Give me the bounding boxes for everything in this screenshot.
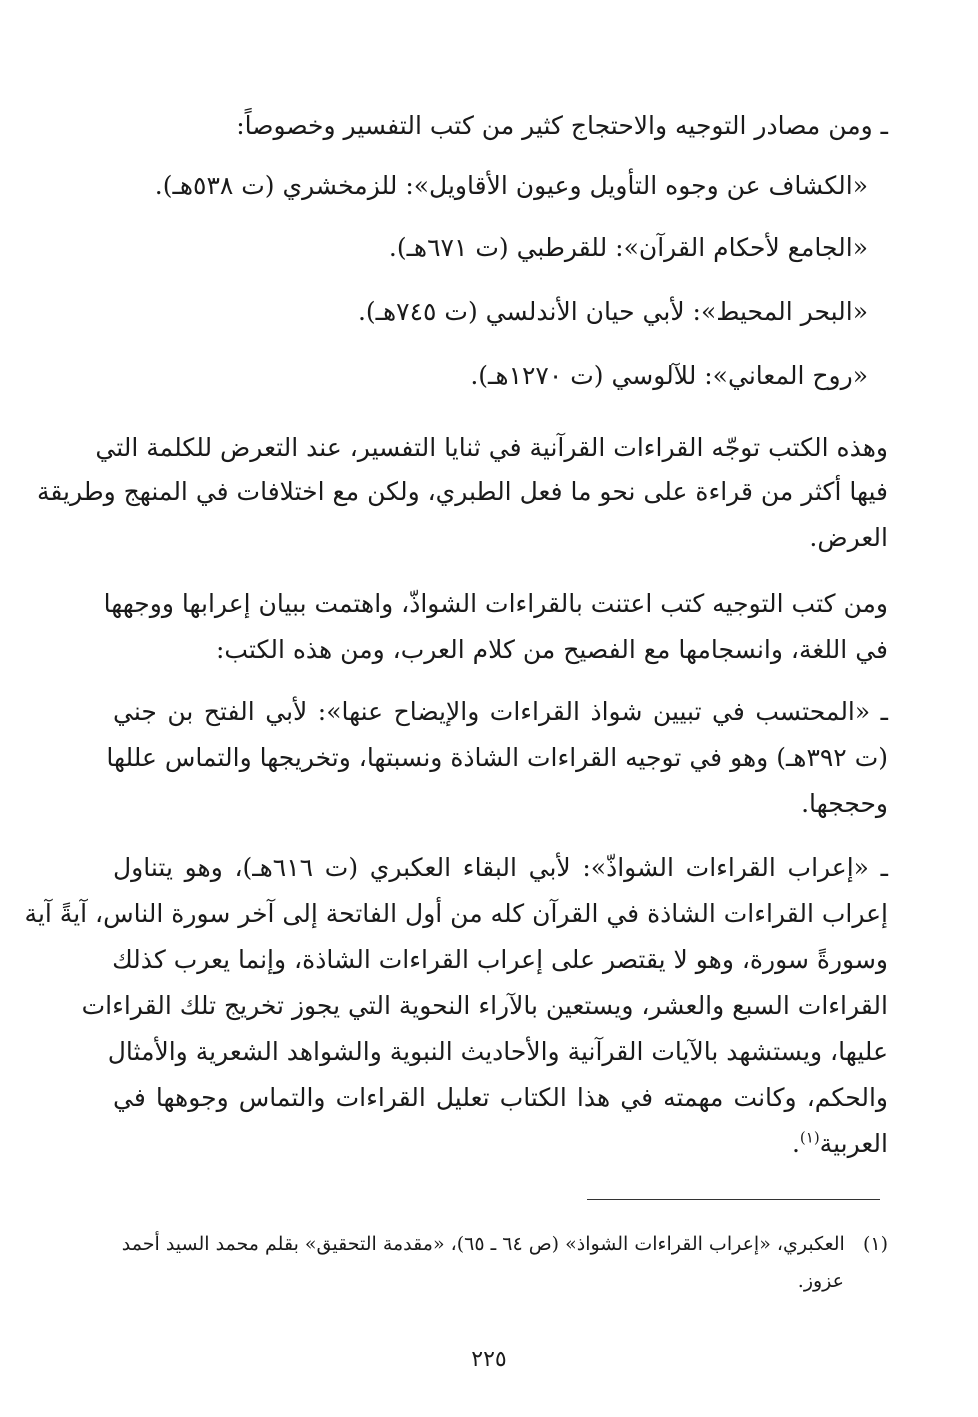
paragraph-line: ومن كتب التوجيه كتب اعتنت بالقراءات الشواذّ، واهتمت ببيان إعرابها ووجهها bbox=[103, 589, 888, 618]
book-entry-line: ـ «إعراب القراءات الشواذّ»: لأبي البقاء العكبري (ت ٦١٦هـ)، وهو يتناول bbox=[113, 853, 888, 882]
source-item: «روح المعاني»: للآلوسي (ت ١٢٧٠هـ). bbox=[470, 361, 868, 390]
footnote-reference[interactable]: (١) bbox=[799, 1128, 820, 1147]
footnote-line bbox=[122, 1229, 888, 1259]
book-entry-text: العربية bbox=[819, 1129, 888, 1158]
book-entry-line: (ت ٣٩٢هـ) وهو في توجيه القراءات الشاذة ونسبتها، وتخريجها والتماس عللها bbox=[106, 743, 888, 772]
book-entry-line: وحججها. bbox=[801, 789, 888, 818]
footnote-separator bbox=[587, 1199, 880, 1200]
source-item: «الكشاف عن وجوه التأويل وعيون الأقاويل»: للزمخشري (ت ٥٣٨هـ). bbox=[154, 171, 868, 200]
paragraph-line: العرض. bbox=[809, 523, 888, 552]
paragraph-line: وهذه الكتب توجّه القراءات القرآنية في ثنايا التفسير، عند التعرض للكلمة التي bbox=[95, 433, 888, 462]
book-entry-period: . bbox=[791, 1129, 800, 1158]
book-entry-line: وسورةً سورة، وهو لا يقتصر على إعراب القراءات الشاذة، وإنما يعرب كذلك bbox=[112, 945, 888, 974]
paragraph-line: فيها أكثر من قراءة على نحو ما فعل الطبري، ولكن مع اختلافات في المنهج وطريقة bbox=[36, 477, 888, 506]
paragraph-line: في اللغة، وانسجامها مع الفصيح من كلام العرب، ومن هذه الكتب: bbox=[216, 635, 888, 664]
sources-intro: ـ ومن مصادر التوجيه والاحتجاج كثير من كتب التفسير وخصوصاً: bbox=[236, 111, 888, 140]
source-item: «الجامع لأحكام القرآن»: للقرطبي (ت ٦٧١هـ). bbox=[388, 233, 868, 262]
book-entry-line bbox=[792, 1124, 888, 1164]
source-item: «البحر المحيط»: لأبي حيان الأندلسي (ت ٧٤٥هـ). bbox=[357, 297, 868, 326]
page-number: ٢٢٥ bbox=[471, 1347, 507, 1372]
footnote-line: عزوز. bbox=[797, 1270, 844, 1292]
book-entry-line: عليها، ويستشهد بالآيات القرآنية والأحاديث النبوية والشواهد الشعرية والأمثال bbox=[107, 1037, 888, 1066]
book-entry-line: ـ «المحتسب في تبيين شواذ القراءات والإيضاح عنها»: لأبي الفتح بن جني bbox=[113, 697, 889, 726]
book-entry-line: إعراب القراءات الشاذة في القرآن كله من أول الفاتحة إلى آخر سورة الناس، آيةً آية bbox=[24, 899, 888, 928]
book-entry-line: والحكم، وكانت مهمته في هذا الكتاب تعليل القراءات والتماس وجوهها في bbox=[113, 1083, 888, 1112]
footnote-text: العكبري، «إعراب القراءات الشواذ» (ص ٦٤ ـ ٦٥)، «مقدمة التحقيق» بقلم محمد السيد أحمد bbox=[121, 1233, 845, 1255]
footnote-number: (١) bbox=[862, 1233, 888, 1255]
book-entry-line: القراءات السبع والعشر، ويستعين بالآراء النحوية التي يجوز تخريج تلك القراءات bbox=[81, 991, 888, 1020]
